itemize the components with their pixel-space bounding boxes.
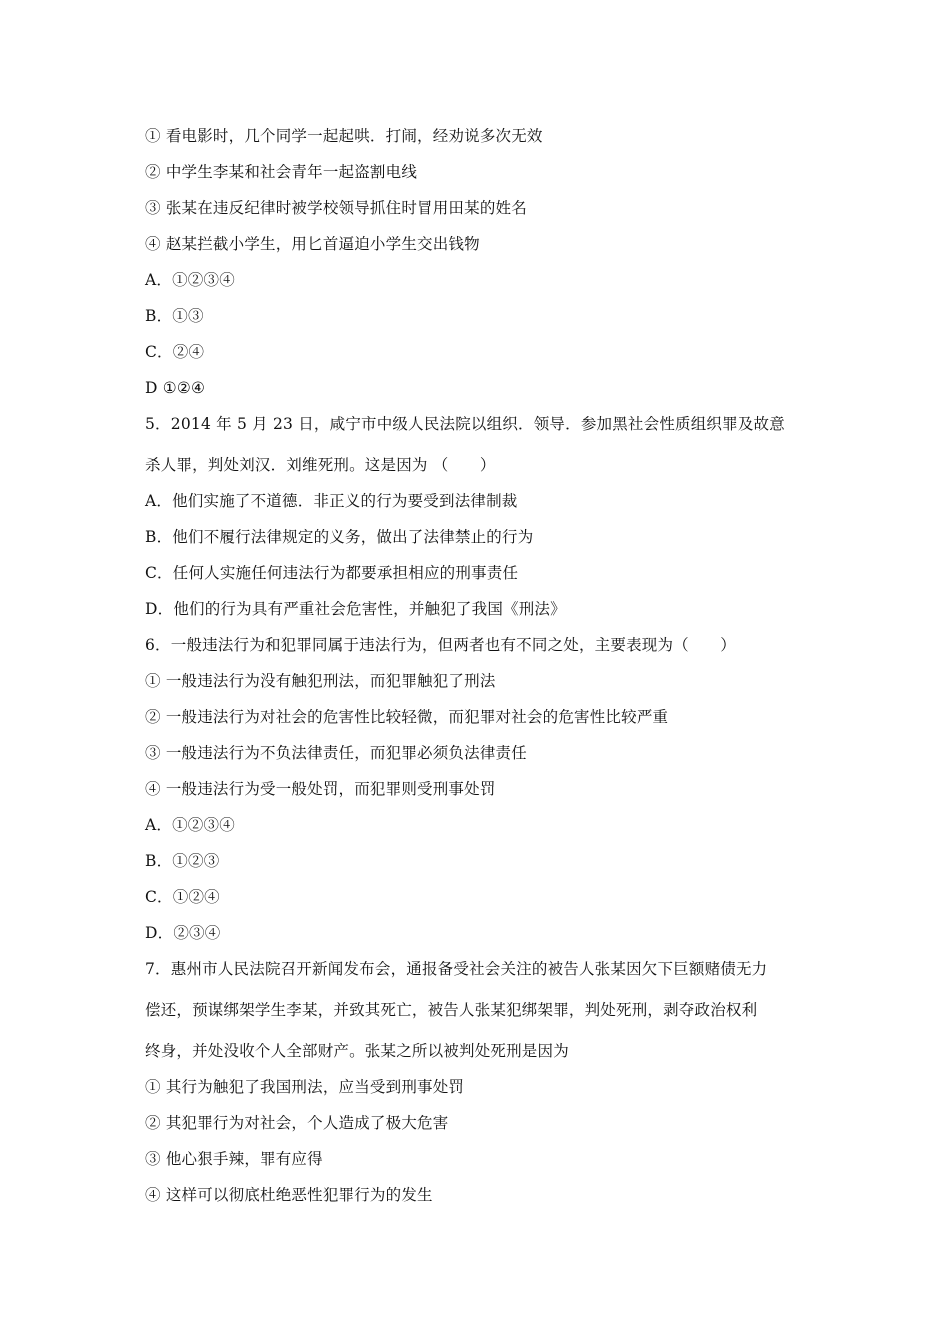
q4-item-3: ③ 张某在违反纪律时被学校领导抓住时冒用田某的姓名 [145,199,527,217]
q4-item-4: ④ 赵某拦截小学生，用匕首逼迫小学生交出钱物 [145,235,480,253]
q7-item-1: ① 其行为触犯了我国刑法，应当受到刑事处罚 [145,1078,465,1096]
q6-item-2: ② 一般违法行为对社会的危害性比较轻微，而犯罪对社会的危害性比较严重 [145,708,669,726]
q4-item-2: ② 中学生李某和社会青年一起盗割电线 [145,163,418,181]
q4-option-b: B．①③ [145,307,204,325]
q6-option-d: D．②③④ [145,924,221,942]
q6-option-c: C．①②④ [145,888,220,906]
q5-stem-line-1: 5．2014 年 5 月 23 日，咸宁市中级人民法院以组织．领导．参加黑社会性质组织罪及故意 [145,415,785,433]
q5-option-c: C．任何人实施任何违法行为都要承担相应的刑事责任 [145,564,519,582]
q6-option-a: A．①②③④ [145,816,235,834]
q6-option-b: B．①②③ [145,852,220,870]
q5-option-a: A．他们实施了不道德．非正义的行为要受到法律制裁 [145,492,518,510]
q7-stem-line-1: 7．惠州市人民法院召开新闻发布会，通报备受社会关注的被告人张某因欠下巨额赌债无力 [145,960,768,978]
q7-item-4: ④ 这样可以彻底杜绝恶性犯罪行为的发生 [145,1186,433,1204]
q6-item-1: ① 一般违法行为没有触犯刑法，而犯罪触犯了刑法 [145,672,496,690]
q5-stem-line-2: 杀人罪，判处刘汉．刘维死刑。这是因为 （ ） [145,456,496,474]
q6-stem: 6．一般违法行为和犯罪同属于违法行为，但两者也有不同之处，主要表现为（ ） [145,636,736,654]
q4-option-a: A．①②③④ [145,271,235,289]
q4-option-d: D ①②④ [145,379,206,397]
q4-option-c: C．②④ [145,343,205,361]
q6-item-4: ④ 一般违法行为受一般处罚，而犯罪则受刑事处罚 [145,780,496,798]
q4-item-1: ① 看电影时，几个同学一起起哄．打闹，经劝说多次无效 [145,127,543,145]
q5-option-b: B．他们不履行法律规定的义务，做出了法律禁止的行为 [145,528,534,546]
q7-item-2: ② 其犯罪行为对社会，个人造成了极大危害 [145,1114,449,1132]
q7-item-3: ③ 他心狠手辣，罪有应得 [145,1150,323,1168]
q6-item-3: ③ 一般违法行为不负法律责任，而犯罪必须负法律责任 [145,744,527,762]
q5-option-d: D．他们的行为具有严重社会危害性，并触犯了我国《刑法》 [145,600,566,618]
q7-stem-line-2: 偿还，预谋绑架学生李某，并致其死亡，被告人张某犯绑架罪，判处死刑，剥夺政治权利 [145,1001,758,1019]
q7-stem-line-3: 终身，并处没收个人全部财产。张某之所以被判处死刑是因为 [145,1042,569,1060]
